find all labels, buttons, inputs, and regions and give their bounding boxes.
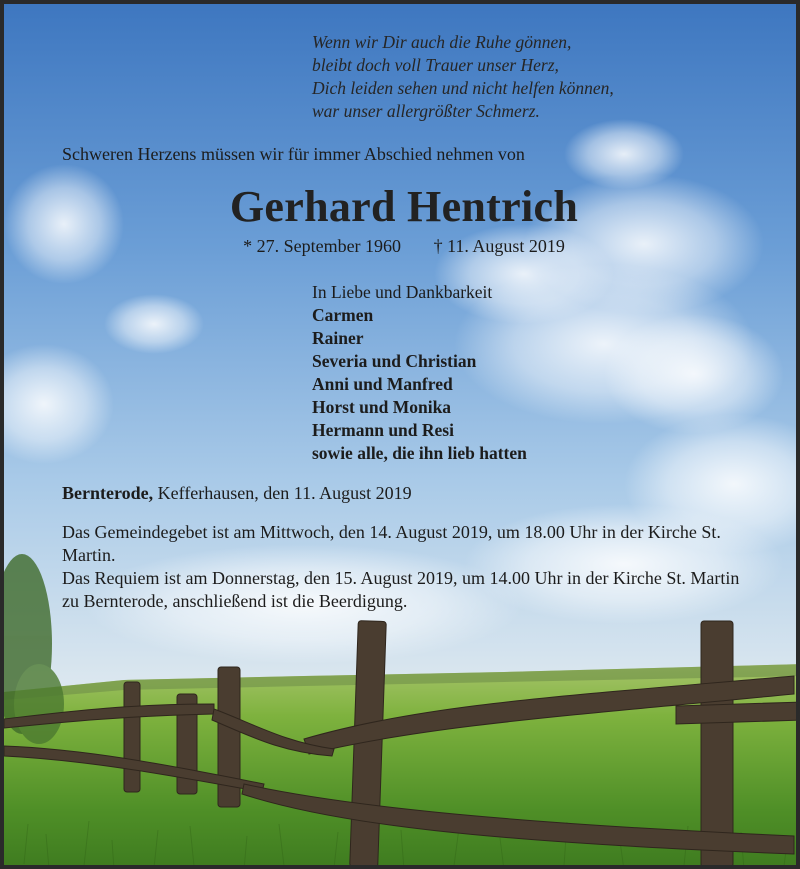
prayer-notice: Das Gemeindegebet ist am Mittwoch, den 14. August 2019, um 18.00 Uhr in der Kirche St. Martin. bbox=[62, 522, 721, 565]
town-name: Bernterode, bbox=[62, 483, 154, 503]
poem-line: Wenn wir Dir auch die Ruhe gönnen, bbox=[312, 32, 572, 52]
place-date bbox=[62, 483, 412, 504]
requiem-notice: Das Requiem ist am Donnerstag, den 15. August 2019, um 14.00 Uhr in der Kirche St. Martin zu Bernterode, anschließend ist die Beerdigung. bbox=[62, 568, 740, 611]
mourners-list bbox=[312, 281, 527, 465]
mourner-name: Rainer bbox=[312, 328, 364, 348]
deceased-name: Gerhard Hentrich bbox=[229, 182, 579, 231]
place-date-rest: Kefferhausen, den 11. August 2019 bbox=[153, 483, 412, 503]
poem bbox=[312, 31, 614, 123]
mourners-heading: In Liebe und Dankbarkeit bbox=[312, 282, 493, 302]
mourner-name: Hermann und Resi bbox=[312, 420, 454, 440]
mourner-name: Horst und Monika bbox=[312, 397, 452, 417]
mourner-name: Anni und Manfred bbox=[312, 374, 453, 394]
poem-line: war unser allergrößter Schmerz. bbox=[312, 101, 540, 121]
poem-line: bleibt doch voll Trauer unser Herz, bbox=[312, 55, 559, 75]
mourner-name: Carmen bbox=[312, 305, 374, 325]
mourner-name: sowie alle, die ihn lieb hatten bbox=[312, 443, 527, 463]
mourner-name: Severia und Christian bbox=[312, 351, 477, 371]
birth-date: * 27. September 1960 bbox=[243, 236, 402, 256]
service-notice bbox=[62, 521, 752, 613]
life-dates bbox=[4, 236, 800, 257]
poem-line: Dich leiden sehen und nicht helfen können, bbox=[312, 78, 614, 98]
death-date: † 11. August 2019 bbox=[433, 236, 565, 256]
intro-text: Schweren Herzens müssen wir für immer Abschied nehmen von bbox=[62, 144, 525, 164]
